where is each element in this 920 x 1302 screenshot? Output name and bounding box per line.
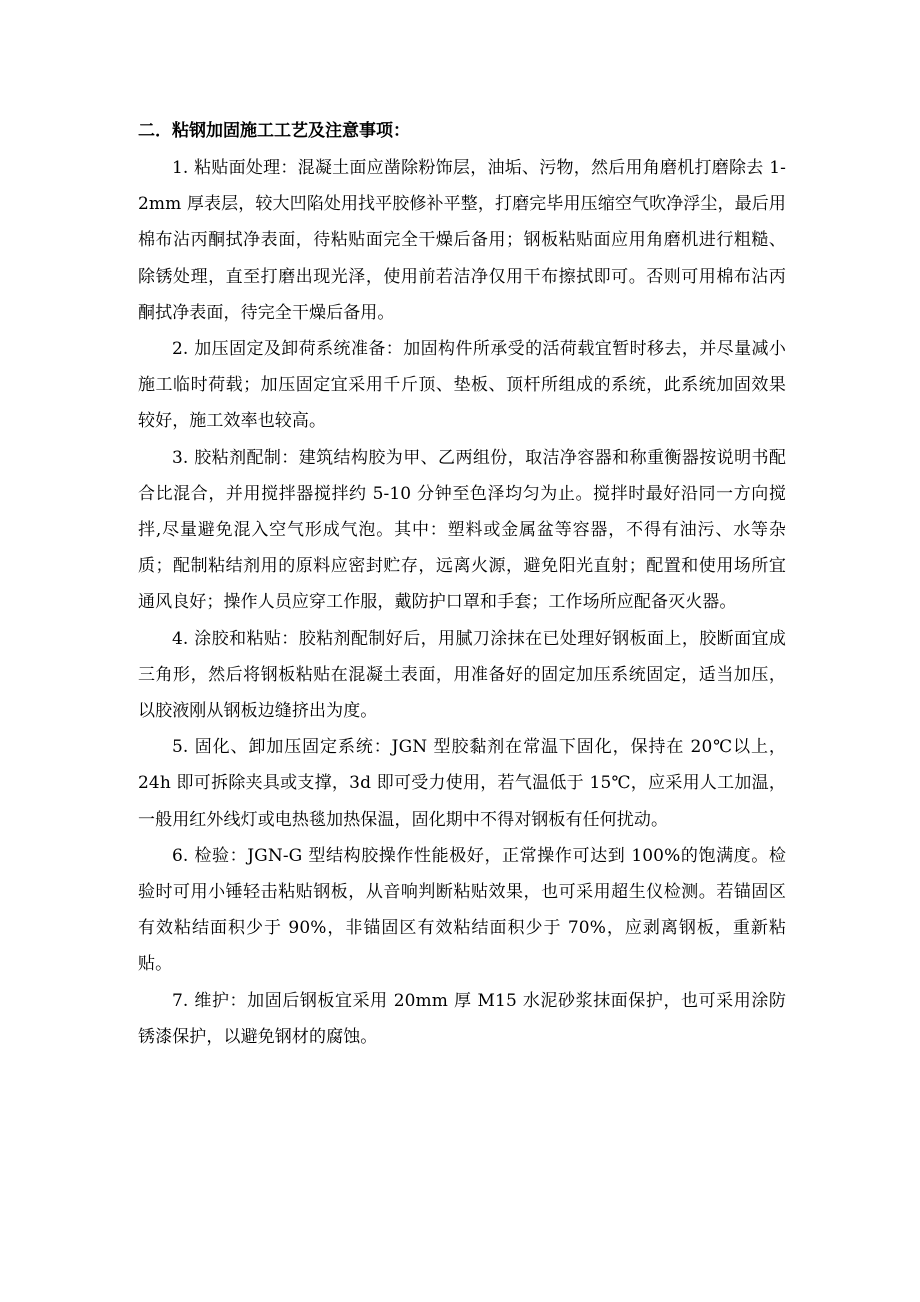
paragraph-inspection: 6. 检验：JGN-G 型结构胶操作性能极好，正常操作可达到 100%的饱满度。检验时可用小锤轻击粘贴钢板，从音响判断粘贴效果，也可采用超生仪检测。若锚固区有效粘结面积少于 90%，非锚固区有效粘结面积少于 70%，应剥离钢板，重新粘贴。 xyxy=(138,845,786,975)
paragraph-maintenance: 7. 维护：加固后钢板宜采用 20mm 厚 M15 水泥砂浆抹面保护，也可采用涂防锈漆保护，以避免钢材的腐蚀。 xyxy=(138,990,786,1047)
paragraph-gluing: 4. 涂胶和粘贴：胶粘剂配制好后，用腻刀涂抹在已处理好钢板面上，胶断面宜成三角形，然后将钢板粘贴在混凝土表面，用准备好的固定加压系统固定，适当加压，以胶液刚从钢板边缝挤出为度。 xyxy=(138,628,786,722)
section-heading: 二．粘钢加固施工工艺及注意事项： xyxy=(138,121,410,141)
paragraph-curing: 5. 固化、卸加压固定系统：JGN 型胶黏剂在常温下固化，保持在 20℃以上，24h 即可拆除夹具或支撑，3d 即可受力使用，若气温低于 15℃，应采用人工加温，一般用红外线灯或电热毯加热保温，固化期中不得对钢板有任何扰动。 xyxy=(138,737,786,830)
paragraph-surface-treatment: 1. 粘贴面处理：混凝土面应凿除粉饰层，油垢、污物，然后用角磨机打磨除去 1-2mm 厚表层，较大凹陷处用找平胶修补平整，打磨完毕用压缩空气吹净浮尘，最后用棉布沾丙酮拭净表面，待粘贴面完全干燥后备用；钢板粘贴面应用角磨机进行粗糙、除锈处理，直至打磨出现光泽，使用前若洁净仅用干布擦拭即可。否则可用棉布沾丙酮拭净表面，待完全干燥后备用。 xyxy=(138,158,786,323)
paragraph-adhesive-preparation: 3. 胶粘剂配制：建筑结构胶为甲、乙两组份，取洁净容器和称重衡器按说明书配合比混合，并用搅拌器搅拌约 5-10 分钟至色泽均匀为止。搅拌时最好沿同一方向搅拌,尽量避免混入空气形成气泡。其中：塑料或金属盆等容器，不得有油污、水等杂质；配制粘结剂用的原料应密封贮存，远离火源，避免阳光直射；配置和使用场所宜通风良好；操作人员应穿工作服，戴防护口罩和手套；工作场所应配备灭火器。 xyxy=(138,447,786,613)
paragraph-pressure-system: 2. 加压固定及卸荷系统准备：加固构件所承受的活荷载宜暂时移去，并尽量减小施工临时荷载；加压固定宜采用千斤顶、垫板、顶杆所组成的系统，此系统加固效果较好，施工效率也较高。 xyxy=(138,339,786,432)
document-body xyxy=(138,112,786,1055)
